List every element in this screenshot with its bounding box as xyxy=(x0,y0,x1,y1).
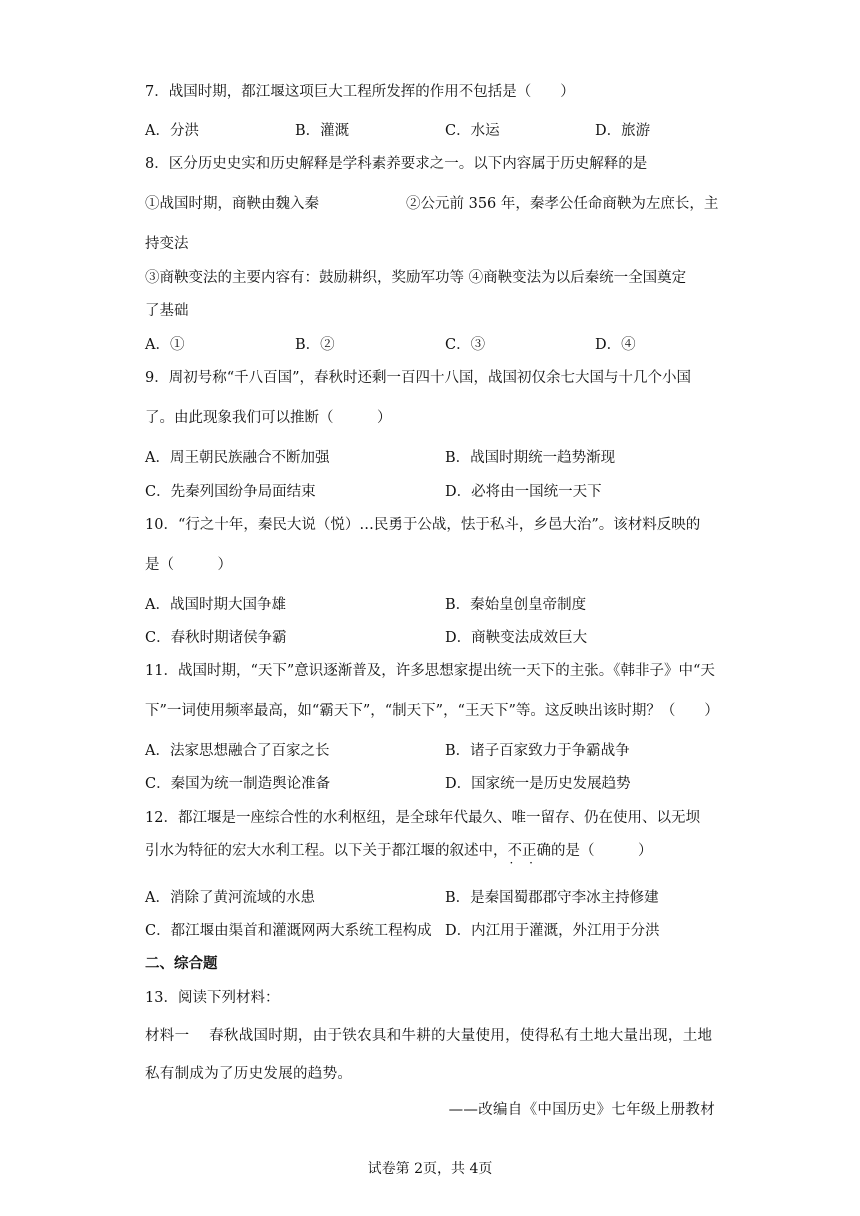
q11-option-a: A．法家思想融合了百家之长 xyxy=(145,743,330,759)
q12-stem: 12．都江堰是一座综合性的水利枢纽，是全球年代最久、唯一留存、仍在使用、以无坝 xyxy=(145,810,700,826)
q11-option-d: D．国家统一是历史发展趋势 xyxy=(445,776,631,792)
q10-option-b: B．秦始皇创皇帝制度 xyxy=(445,597,587,613)
q12-option-c: C．都江堰由渠首和灌溉网两大系统工程构成 xyxy=(145,923,432,939)
q8-statements-1-2: ①战国时期，商鞅由魏入秦 ②公元前 356 年，秦孝公任命商鞅为左庶长，主 xyxy=(145,196,719,212)
q9-stem-cont: 了。由此现象我们可以推断（ ） xyxy=(145,410,392,426)
q8-option-d: D．④ xyxy=(595,337,636,353)
q11-stem-cont: 下”一词使用频率最高，如“霸天下”，“制天下”，“王天下”等。这反映出该时期？（ ） xyxy=(145,703,719,719)
q12-option-d: D．内江用于灌溉，外江用于分洪 xyxy=(445,923,660,939)
q12-stem-tail: 的是（ ） xyxy=(551,843,653,859)
q9-option-a: A．周王朝民族融合不断加强 xyxy=(145,450,330,466)
q8-statements-3-4: ③商鞅变法的主要内容有：鼓励耕织，奖励军功等 ④商鞅变法为以后秦统一全国奠定 xyxy=(145,270,687,286)
q13-stem: 13．阅读下列材料： xyxy=(145,990,280,1006)
q9-stem: 9．周初号称“千八百国”，春秋时还剩一百四十八国，战国初仅余七大国与十几个小国 xyxy=(145,370,692,386)
q12-option-a: A．消除了黄河流域的水患 xyxy=(145,890,315,906)
section-heading: 二、综合题 xyxy=(145,956,218,972)
q10-stem-cont: 是（ ） xyxy=(145,557,232,573)
q10-stem: 10．“行之十年，秦民大说（悦）…民勇于公战，怯于私斗，乡邑大治”。该材料反映的 xyxy=(145,517,701,533)
q9-option-c: C．先秦列国纷争局面结束 xyxy=(145,484,316,500)
q8-option-a: A．① xyxy=(145,337,185,353)
q8-option-b: B．② xyxy=(295,337,335,353)
q7-stem: 7．战国时期，都江堰这项巨大工程所发挥的作用不包括是（ ） xyxy=(145,84,575,100)
q7-option-d: D．旅游 xyxy=(595,123,651,139)
q12-emphasis-not-correct: 不正确 · · xyxy=(508,843,552,859)
q10-option-c: C．春秋时期诸侯争霸 xyxy=(145,630,287,646)
q8-option-c: C．③ xyxy=(445,337,486,353)
q10-option-d: D．商鞅变法成效巨大 xyxy=(445,630,588,646)
q11-option-b: B．诸子百家致力于争霸战争 xyxy=(445,743,630,759)
q11-option-c: C．秦国为统一制造舆论准备 xyxy=(145,776,331,792)
q11-stem: 11．战国时期，“天下”意识逐渐普及，许多思想家提出统一天下的主张。《韩非子》中“天 xyxy=(145,663,715,679)
q9-option-b: B．战国时期统一趋势渐现 xyxy=(445,450,616,466)
q8-stem: 8．区分历史史实和历史解释是学科素养要求之一。以下内容属于历史解释的是 xyxy=(145,156,648,172)
q8-statement-4-cont: 了基础 xyxy=(145,303,189,319)
q9-option-d: D．必将由一国统一天下 xyxy=(445,484,602,500)
q12-stem-text: 引水为特征的宏大水利工程。以下关于都江堰的叙述中， xyxy=(145,843,508,859)
material-1-line-2: 私有制成为了历史发展的趋势。 xyxy=(145,1066,353,1082)
q7-option-a: A．分洪 xyxy=(145,123,199,139)
q7-option-c: C．水运 xyxy=(445,123,500,139)
page-footer: 试卷第 2页，共 4页 xyxy=(367,1161,493,1177)
q10-option-a: A．战国时期大国争雄 xyxy=(145,597,286,613)
q12-stem-cont xyxy=(145,839,653,860)
material-1-line-1: 材料一 春秋战国时期，由于铁农具和牛耕的大量使用，使得私有土地大量出现，土地 xyxy=(145,1028,713,1044)
material-source: ——改编自《中国历史》七年级上册教材 xyxy=(448,1102,715,1118)
q7-option-b: B．灌溉 xyxy=(295,123,350,139)
q12-option-b: B．是秦国蜀郡郡守李冰主持修建 xyxy=(445,890,659,906)
q8-statement-2-cont: 持变法 xyxy=(145,236,189,252)
